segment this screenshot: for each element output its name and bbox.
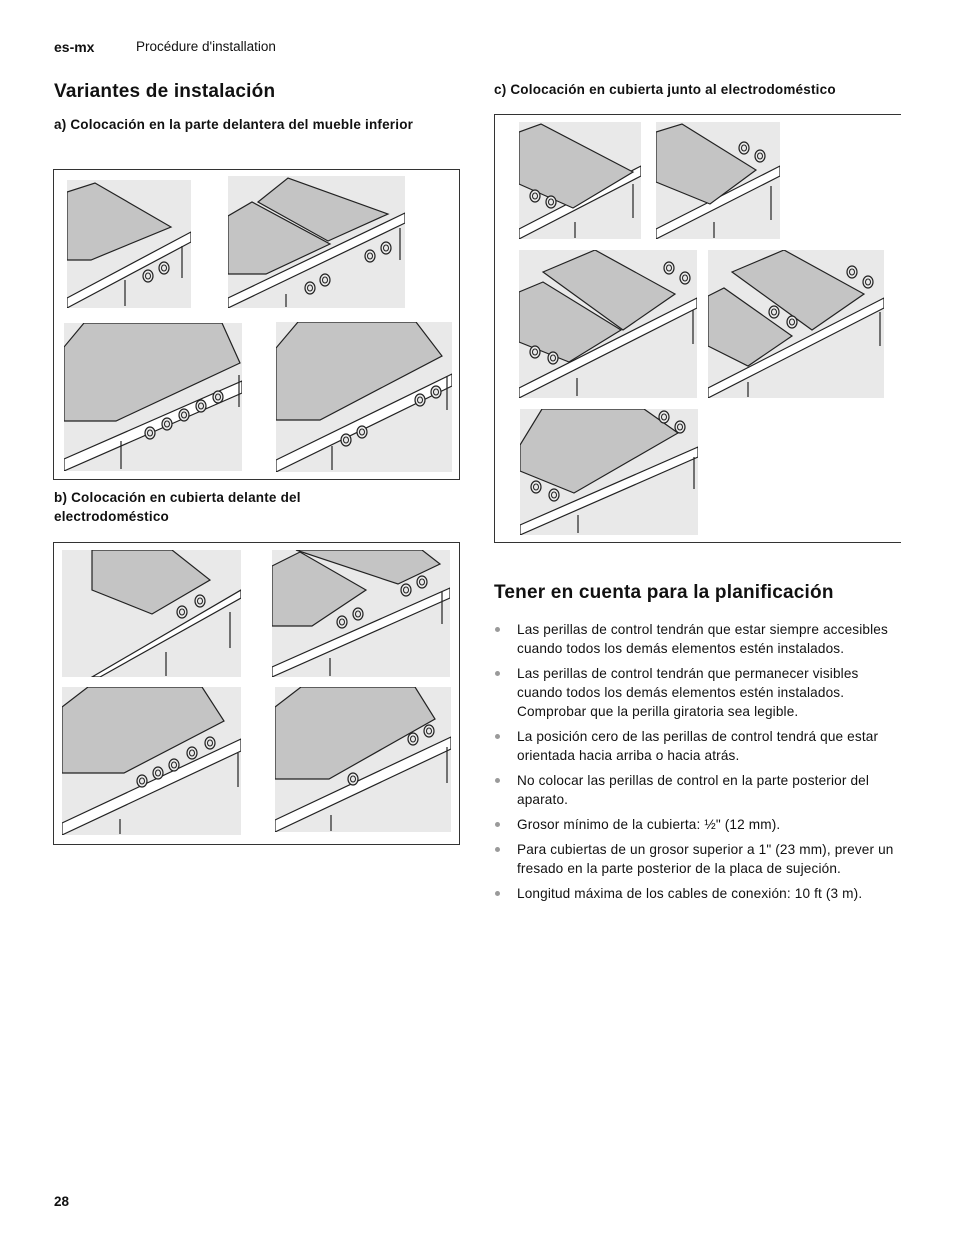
list-item-text: Para cubiertas de un grosor superior a 1" (23 mm), prever un fresado en la parte posterior de la placa de sujeción. — [517, 842, 894, 876]
illustration-b4 — [275, 687, 451, 832]
illustration-a3 — [64, 323, 242, 471]
illustration-b3 — [62, 687, 241, 835]
bullet-icon — [495, 822, 500, 827]
list-item — [494, 664, 904, 721]
list-item — [494, 620, 904, 658]
section-c-heading: c) Colocación en cubierta junto al electrodoméstico — [494, 82, 836, 97]
illustration-a1 — [67, 180, 191, 308]
list-item-text: La posición cero de las perillas de control tendrá que estar orientada hacia arriba o hacia atrás. — [517, 729, 879, 763]
illustration-b2 — [272, 550, 450, 677]
installation-variants-heading: Variantes de instalación — [54, 81, 276, 102]
illustration-c4 — [708, 250, 884, 398]
page-number: 28 — [54, 1194, 70, 1209]
list-item-text: Las perillas de control tendrán que estar siempre accesibles cuando todos los demás elementos estén instalados. — [517, 622, 888, 656]
list-item-text: Longitud máxima de los cables de conexión: 10 ft (3 m). — [517, 886, 863, 901]
bullet-icon — [495, 891, 500, 896]
illustration-c2 — [656, 122, 780, 239]
list-item — [494, 840, 904, 878]
header-title: Procédure d'installation — [136, 39, 276, 54]
bullet-icon — [495, 847, 500, 852]
illustration-a2 — [228, 176, 405, 308]
illustration-c1 — [519, 122, 641, 239]
illustration-c5 — [520, 409, 698, 535]
bullet-icon — [495, 734, 500, 739]
list-item — [494, 884, 904, 903]
language-code: es-mx — [54, 39, 95, 55]
illustration-c3 — [519, 250, 697, 398]
list-item — [494, 815, 904, 834]
list-item — [494, 727, 904, 765]
illustration-b1 — [62, 550, 241, 677]
bullet-icon — [495, 778, 500, 783]
list-item — [494, 771, 904, 809]
list-item-text: Las perillas de control tendrán que permanecer visibles cuando todos los demás elementos estén instalados. Comprobar que la perilla giratoria sea legible. — [517, 666, 859, 719]
bullet-icon — [495, 627, 500, 632]
bullet-icon — [495, 671, 500, 676]
planning-list — [494, 620, 904, 909]
list-item-text: No colocar las perillas de control en la parte posterior del aparato. — [517, 773, 870, 807]
section-a-heading: a) Colocación en la parte delantera del mueble inferior — [54, 117, 414, 132]
illustration-a4 — [276, 322, 452, 472]
list-item-text: Grosor mínimo de la cubierta: ½" (12 mm). — [517, 817, 781, 832]
section-b-heading: b) Colocación en cubierta delante del electrodoméstico — [54, 490, 301, 524]
planning-heading: Tener en cuenta para la planificación — [494, 582, 834, 603]
